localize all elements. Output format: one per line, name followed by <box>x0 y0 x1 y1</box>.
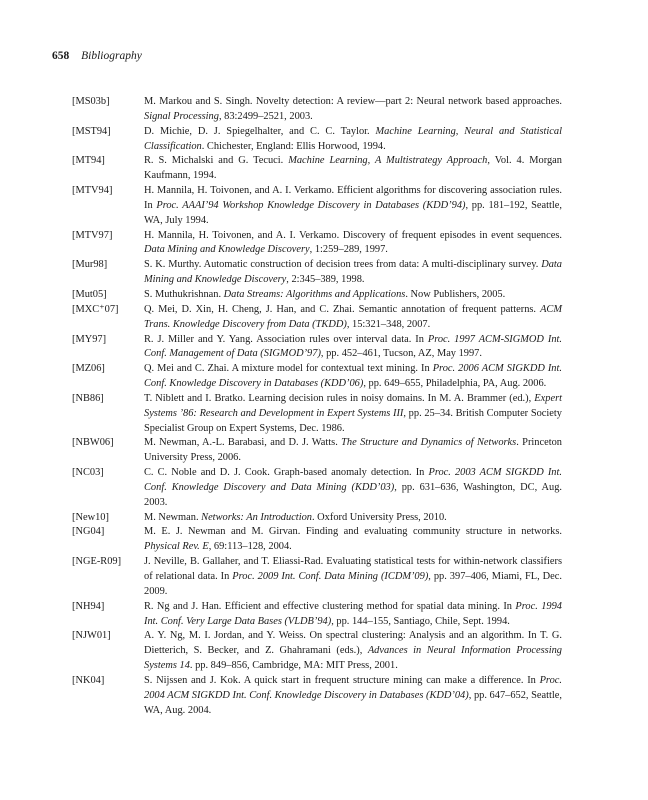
reference-key: [MTV94] <box>72 185 113 197</box>
reference-entry <box>72 229 562 259</box>
reference-key: [MTV97] <box>72 229 113 241</box>
reference-segment: Q. Mei and C. Zhai. A mixture model for contextual text mining. In <box>144 363 433 375</box>
reference-entry <box>72 303 562 333</box>
reference-key: [NGE-R09] <box>72 556 122 568</box>
reference-venue: The Structure and Dynamics of Networks <box>341 437 517 449</box>
page-number: 658 <box>52 50 70 62</box>
reference-entry <box>72 555 562 600</box>
reference-segment: , pp. 144–155, Santiago, Chile, Sept. 1994. <box>331 615 510 627</box>
reference-text <box>144 555 562 600</box>
reference-venue: Signal Processing <box>144 110 219 122</box>
reference-segment: J. Neville, B. Gallaher, and T. Eliassi-Rad. Evaluating statistical tests for within-network classifiers of relational data. In <box>144 556 562 582</box>
reference-entry <box>72 525 562 555</box>
reference-text <box>144 154 562 184</box>
reference-venue: Data Streams: Algorithms and Applications <box>223 288 406 300</box>
reference-segment: , pp. 25–34. British Computer Society Specialist Group on Expert Systems, Dec. 1986. <box>144 407 562 434</box>
reference-segment: , 83:2499–2521, 2003. <box>218 110 313 122</box>
reference-entry <box>72 333 562 363</box>
reference-entry <box>72 258 562 288</box>
reference-segment: S. K. Murthy. Automatic construction of decision trees from data: A multi-disciplinary survey. <box>144 259 542 271</box>
reference-key: [NK04] <box>72 674 105 686</box>
reference-key: [New10] <box>72 511 109 523</box>
reference-key: [NC03] <box>72 467 104 479</box>
reference-segment: , 15:321–348, 2007. <box>346 318 431 330</box>
reference-segment: . Oxford University Press, 2010. <box>311 511 447 523</box>
reference-venue: Data Mining and Knowledge Discovery <box>144 259 562 286</box>
reference-venue: Machine Learning, Neural and Statistical Classification <box>144 125 562 152</box>
reference-text <box>144 600 562 630</box>
reference-segment: M. E. J. Newman and M. Girvan. Finding and evaluating community structure in networks. <box>144 526 562 538</box>
reference-text <box>144 362 562 392</box>
reference-segment: D. Michie, D. J. Spiegelhalter, and C. C. Taylor. <box>144 125 376 137</box>
reference-entry <box>72 392 562 437</box>
reference-segment: , 2:345–389, 1998. <box>286 274 365 286</box>
reference-segment: S. Nijssen and J. Kok. A quick start in frequent structure mining can make a difference. In <box>144 674 540 686</box>
reference-segment: , 69:113–128, 2004. <box>208 541 292 553</box>
reference-key: [MXC⁺07] <box>72 303 119 315</box>
reference-venue: Proc. AAAI’94 Workshop Knowledge Discovery in Databases (KDD’94) <box>156 199 466 211</box>
reference-text <box>144 525 562 555</box>
reference-key: [MY97] <box>72 333 107 345</box>
reference-venue: Proc. 2006 ACM SIGKDD Int. Conf. Knowledge Discovery in Databases (KDD’06) <box>144 363 562 390</box>
reference-segment: R. S. Michalski and G. Tecuci. <box>144 155 289 167</box>
reference-text <box>144 288 562 303</box>
running-title: Bibliography <box>81 50 142 62</box>
reference-text <box>144 303 562 333</box>
reference-entry <box>72 184 562 229</box>
reference-key: [NJW01] <box>72 630 111 642</box>
reference-segment: . pp. 849–856, Cambridge, MA: MIT Press, 2001. <box>189 660 398 672</box>
reference-venue: Expert Systems ’86: Research and Development in Expert Systems III <box>144 392 562 419</box>
reference-text <box>144 392 562 437</box>
reference-entry <box>72 362 562 392</box>
reference-segment: . Princeton University Press, 2006. <box>144 437 562 464</box>
reference-key: [NG04] <box>72 526 105 538</box>
reference-key: [NH94] <box>72 600 105 612</box>
reference-text <box>144 333 562 363</box>
reference-entry <box>72 154 562 184</box>
reference-segment: M. Newman. <box>144 511 202 523</box>
reference-entry <box>72 511 562 526</box>
reference-entry <box>72 125 562 155</box>
reference-key: [Mur98] <box>72 259 108 271</box>
reference-segment: , pp. 181–192, Seattle, WA, July 1994. <box>144 199 562 226</box>
reference-venue: Advances in Neural Information Processing Systems 14 <box>144 645 562 672</box>
reference-key: [NB86] <box>72 392 104 404</box>
reference-entry <box>72 466 562 511</box>
reference-key: [Mut05] <box>72 288 107 300</box>
reference-text <box>144 436 562 466</box>
reference-segment: , Vol. 4. Morgan Kaufmann, 1994. <box>144 155 562 182</box>
reference-venue: Proc. 1994 Int. Conf. Very Large Data Bases (VLDB’94) <box>144 600 562 627</box>
reference-text <box>144 629 562 674</box>
reference-key: [MST94] <box>72 125 111 137</box>
reference-segment: , pp. 397–406, Miami, FL, Dec. 2009. <box>144 571 562 597</box>
reference-entry <box>72 436 562 466</box>
reference-segment: Q. Mei, D. Xin, H. Cheng, J. Han, and C. Zhai. Semantic annotation of frequent patterns. <box>144 303 541 315</box>
reference-text <box>144 95 562 125</box>
reference-text <box>144 258 562 288</box>
reference-segment: , pp. 647–652, Seattle, WA, Aug. 2004. <box>144 689 563 716</box>
reference-segment: , pp. 649–655, Philadelphia, PA, Aug. 2006. <box>363 378 547 390</box>
reference-segment: R. Ng and J. Han. Efficient and effective clustering method for spatial data mining. In <box>144 600 516 612</box>
reference-entry <box>72 674 562 719</box>
reference-venue: Proc. 1997 ACM-SIGMOD Int. Conf. Management of Data (SIGMOD’97) <box>144 333 563 360</box>
reference-venue: Proc. 2003 ACM SIGKDD Int. Conf. Knowledge Discovery and Data Mining (KDD’03) <box>144 467 562 493</box>
reference-entry <box>72 629 562 674</box>
reference-venue: Machine Learning, A Multistrategy Approach <box>288 155 488 167</box>
reference-text <box>144 184 562 229</box>
reference-venue: Proc. 2004 ACM SIGKDD Int. Conf. Knowledge Discovery in Databases (KDD’04) <box>144 674 562 701</box>
reference-text <box>144 511 562 526</box>
reference-segment: T. Niblett and I. Bratko. Learning decision rules in noisy domains. In M. A. Brammer (ed.), <box>144 392 535 404</box>
reference-segment: R. J. Miller and Y. Yang. Association rules over interval data. In <box>144 333 428 345</box>
reference-text <box>144 229 562 259</box>
reference-venue: Physical Rev. E <box>144 541 209 553</box>
reference-segment: , pp. 631–636, Washington, DC, Aug. 2003. <box>144 481 563 508</box>
reference-segment: M. Markou and S. Singh. Novelty detection: A review—part 2: Neural network based approaches. <box>144 96 562 107</box>
reference-entry <box>72 600 562 630</box>
reference-segment: S. Muthukrishnan. <box>144 288 224 300</box>
reference-segment: A. Y. Ng, M. I. Jordan, and Y. Weiss. On spectral clustering: Analysis and an algorithm. In T. G. Dietterich, S. Becker, and Z. Ghahramani (eds.), <box>144 630 562 657</box>
reference-segment: . Chichester, England: Ellis Horwood, 1994. <box>201 140 386 152</box>
reference-venue: Proc. 2009 Int. Conf. Data Mining (ICDM’09) <box>232 571 429 582</box>
reference-venue: Data Mining and Knowledge Discovery <box>144 244 310 256</box>
reference-segment: . Now Publishers, 2005. <box>405 288 506 300</box>
reference-text <box>144 466 562 511</box>
reference-key: [NBW06] <box>72 437 114 449</box>
reference-entry <box>72 95 562 125</box>
reference-segment: M. Newman, A.-L. Barabasi, and D. J. Watts. <box>144 437 342 449</box>
reference-segment: , pp. 452–461, Tucson, AZ, May 1997. <box>320 348 482 360</box>
reference-text <box>144 674 562 719</box>
reference-text <box>144 125 562 155</box>
reference-venue: Networks: An Introduction <box>201 511 312 523</box>
reference-key: [MZ06] <box>72 363 105 375</box>
reference-key: [MS03b] <box>72 96 110 107</box>
reference-entry <box>72 288 562 303</box>
bibliography-list <box>72 95 562 718</box>
reference-segment: , 1:259–289, 1997. <box>309 244 388 256</box>
reference-segment: H. Mannila, H. Toivonen, and A. I. Verkamo. Discovery of frequent episodes in event sequences. <box>144 229 562 241</box>
page-header <box>52 49 142 63</box>
reference-segment: C. C. Noble and D. J. Cook. Graph-based anomaly detection. In <box>144 467 429 479</box>
reference-venue: ACM Trans. Knowledge Discovery from Data (TKDD) <box>144 303 562 330</box>
reference-key: [MT94] <box>72 155 105 167</box>
reference-segment: H. Mannila, H. Toivonen, and A. I. Verkamo. Efficient algorithms for discovering association rules. In <box>144 185 562 211</box>
